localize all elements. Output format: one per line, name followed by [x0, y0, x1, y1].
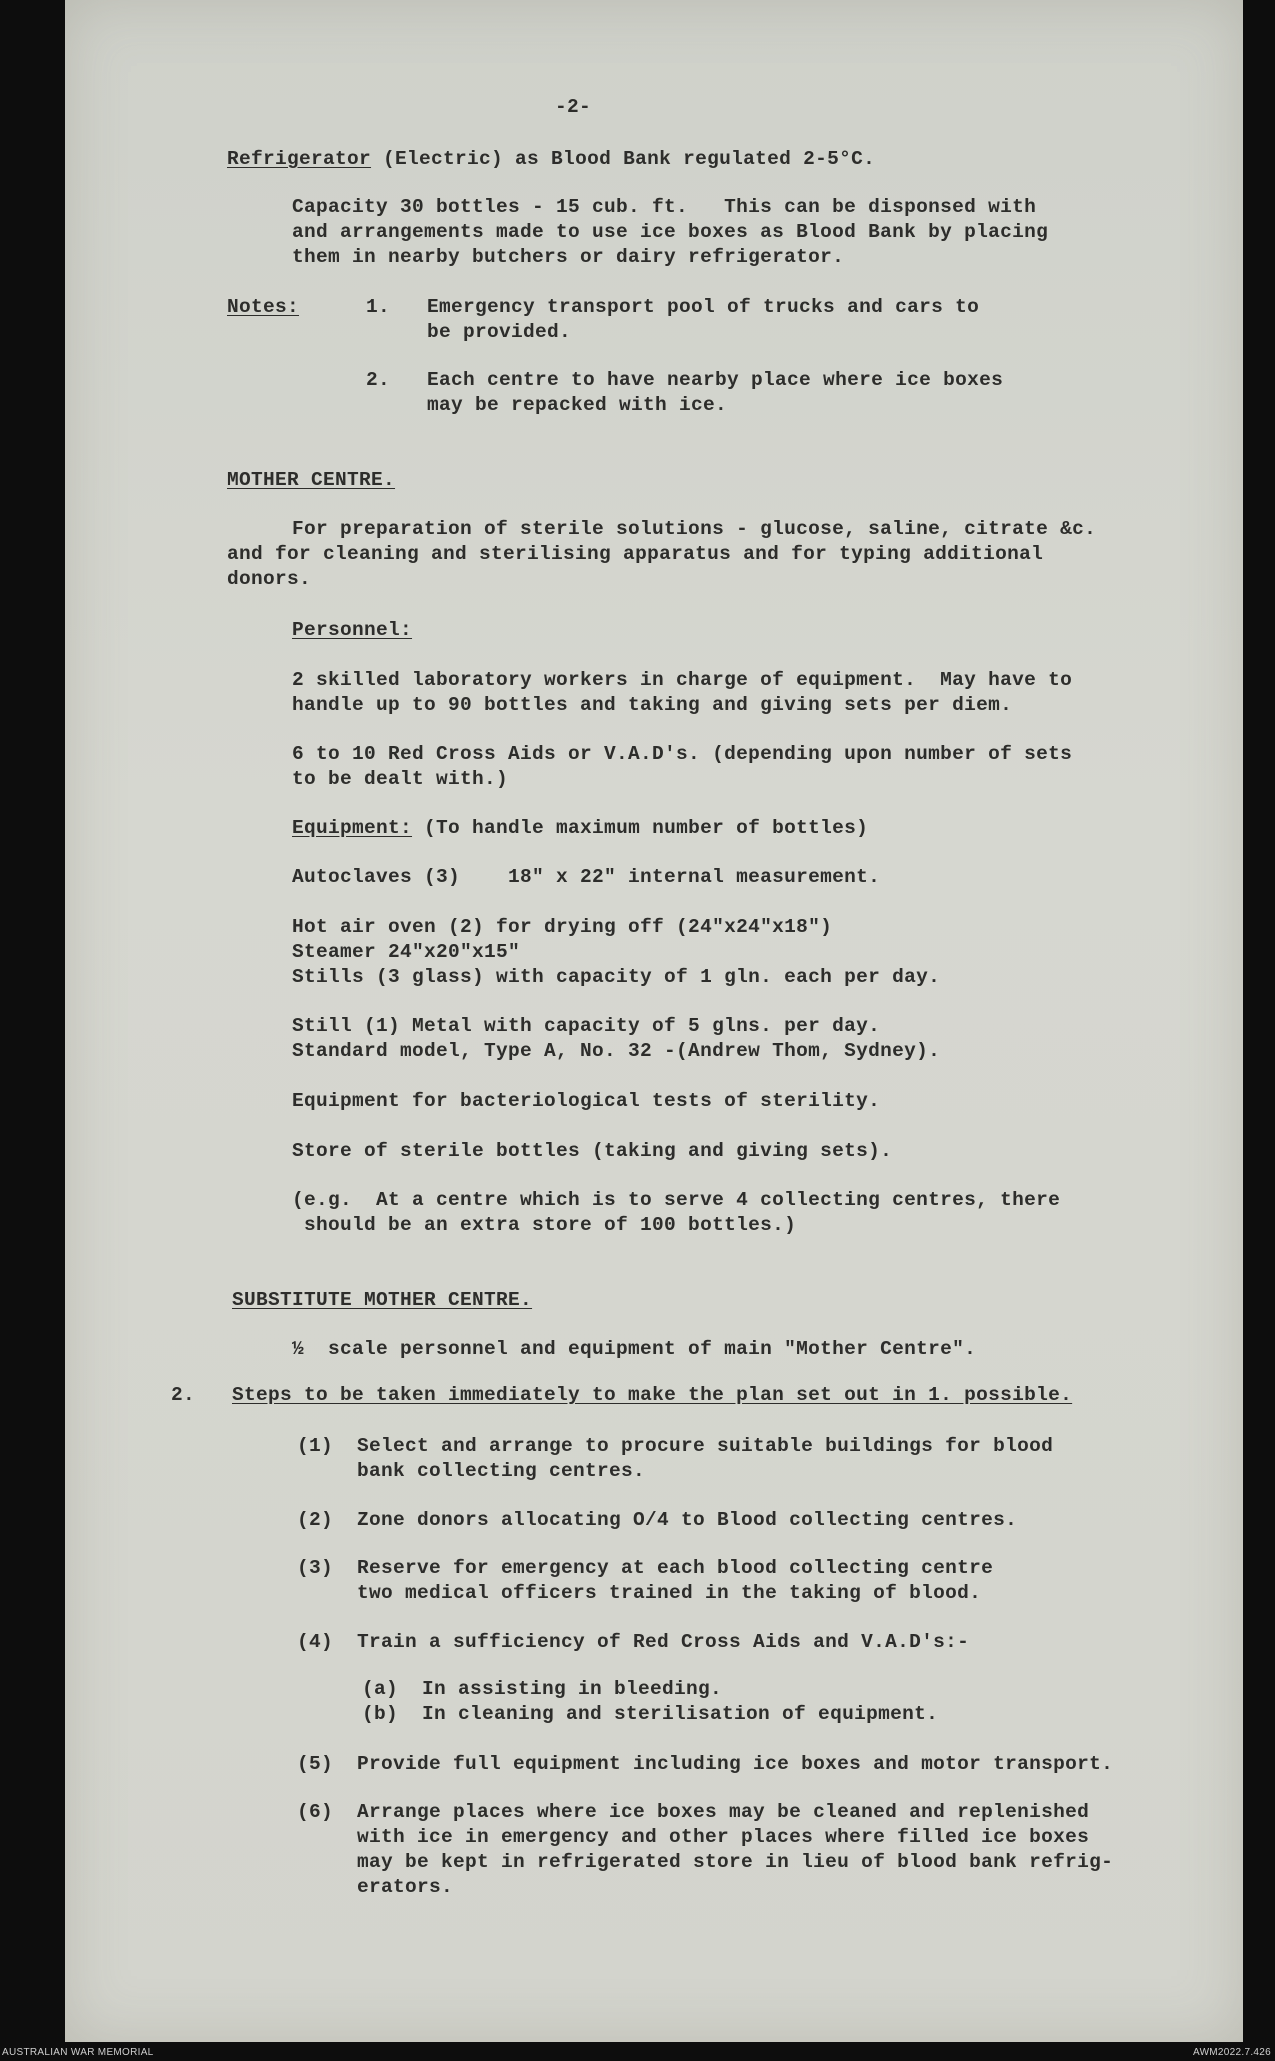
note-number: 2.: [366, 369, 391, 391]
substitute-heading: SUBSTITUTE MOTHER CENTRE.: [232, 1289, 533, 1311]
step-line: may be kept in refrigerated store in lieu of blood bank refrig-: [357, 1851, 1114, 1873]
equipment-line: should be an extra store of 100 bottles.): [292, 1214, 797, 1236]
page-number: -2-: [555, 96, 592, 118]
footer-accession-number: AWM2022.7.426: [1192, 2047, 1271, 2058]
substitute-line: ½ scale personnel and equipment of main "Mother Centre".: [292, 1338, 977, 1360]
mother-centre-intro-line: donors.: [227, 568, 312, 590]
section-2-heading: Steps to be taken immediately to make the plan set out in 1. possible.: [232, 1384, 1073, 1406]
equipment-note: (To handle maximum number of bottles): [412, 817, 869, 839]
substep-text: In cleaning and sterilisation of equipment.: [422, 1703, 939, 1725]
equipment-line: Still (1) Metal with capacity of 5 glns. per day.: [292, 1015, 881, 1037]
note-number: 1.: [366, 296, 391, 318]
step-number: (3): [297, 1557, 334, 1579]
equipment-line: Stills (3 glass) with capacity of 1 gln. each per day.: [292, 966, 941, 988]
step-line: Train a sufficiency of Red Cross Aids and V.A.D's:-: [357, 1631, 970, 1653]
refrigerator-line: and arrangements made to use ice boxes as Blood Bank by placing: [292, 221, 1049, 243]
step-line: Arrange places where ice boxes may be cleaned and replenished: [357, 1801, 1090, 1823]
step-number: (5): [297, 1753, 334, 1775]
step-number: (2): [297, 1509, 334, 1531]
note-line: may be repacked with ice.: [427, 394, 728, 416]
mother-centre-intro-line: and for cleaning and sterilising apparatus and for typing additional: [227, 543, 1044, 565]
step-line: Provide full equipment including ice boxes and motor transport.: [357, 1753, 1114, 1775]
equipment-line: Standard model, Type A, No. 32 -(Andrew Thom, Sydney).: [292, 1040, 941, 1062]
note-line: be provided.: [427, 321, 572, 343]
substep-number: (b): [362, 1703, 399, 1725]
step-line: with ice in emergency and other places where filled ice boxes: [357, 1826, 1090, 1848]
notes-label: Notes:: [227, 296, 300, 318]
equipment-line: (e.g. At a centre which is to serve 4 collecting centres, there: [292, 1189, 1061, 1211]
refrigerator-heading: [227, 147, 875, 172]
step-line: Reserve for emergency at each blood collecting centre: [357, 1557, 994, 1579]
step-number: (1): [297, 1435, 334, 1457]
step-line: Zone donors allocating O/4 to Blood collecting centres.: [357, 1509, 1018, 1531]
refrigerator-heading-rest: (Electric) as Blood Bank regulated 2-5°C.: [371, 148, 876, 170]
section-2-number: 2.: [171, 1384, 196, 1406]
step-line: two medical officers trained in the taking of blood.: [357, 1582, 982, 1604]
refrigerator-line: Capacity 30 bottles - 15 cub. ft. This can be disponsed with: [292, 196, 1037, 218]
step-line: erators.: [357, 1876, 454, 1898]
mother-centre-intro-line: For preparation of sterile solutions - glucose, saline, citrate &c.: [292, 518, 1097, 540]
equipment-line: Store of sterile bottles (taking and giving sets).: [292, 1140, 893, 1162]
equipment-line: Steamer 24"x20"x15": [292, 941, 521, 963]
note-line: Emergency transport pool of trucks and cars to: [427, 296, 980, 318]
substep-text: In assisting in bleeding.: [422, 1678, 723, 1700]
equipment-label: Equipment:: [292, 817, 413, 839]
personnel-line: 6 to 10 Red Cross Aids or V.A.D's. (depending upon number of sets: [292, 743, 1073, 765]
step-number: (4): [297, 1631, 334, 1653]
personnel-line: to be dealt with.): [292, 768, 509, 790]
equipment-line: Autoclaves (3) 18" x 22" internal measurement.: [292, 866, 881, 888]
footer-institution: AUSTRALIAN WAR MEMORIAL: [2, 2047, 154, 2058]
refrigerator-line: them in nearby butchers or dairy refrigerator.: [292, 246, 845, 268]
personnel-line: 2 skilled laboratory workers in charge of equipment. May have to: [292, 669, 1073, 691]
equipment-line: Hot air oven (2) for drying off (24"x24"x18"): [292, 916, 833, 938]
step-line: bank collecting centres.: [357, 1460, 646, 1482]
step-number: (6): [297, 1801, 334, 1823]
mother-centre-heading: MOTHER CENTRE.: [227, 469, 396, 491]
refrigerator-heading-label: Refrigerator: [227, 148, 372, 170]
personnel-line: handle up to 90 bottles and taking and giving sets per diem.: [292, 694, 1013, 716]
substep-number: (a): [362, 1678, 399, 1700]
equipment-heading: [292, 816, 868, 841]
equipment-line: Equipment for bacteriological tests of sterility.: [292, 1090, 881, 1112]
step-line: Select and arrange to procure suitable buildings for blood: [357, 1435, 1054, 1457]
personnel-label: Personnel:: [292, 619, 413, 641]
note-line: Each centre to have nearby place where ice boxes: [427, 369, 1004, 391]
